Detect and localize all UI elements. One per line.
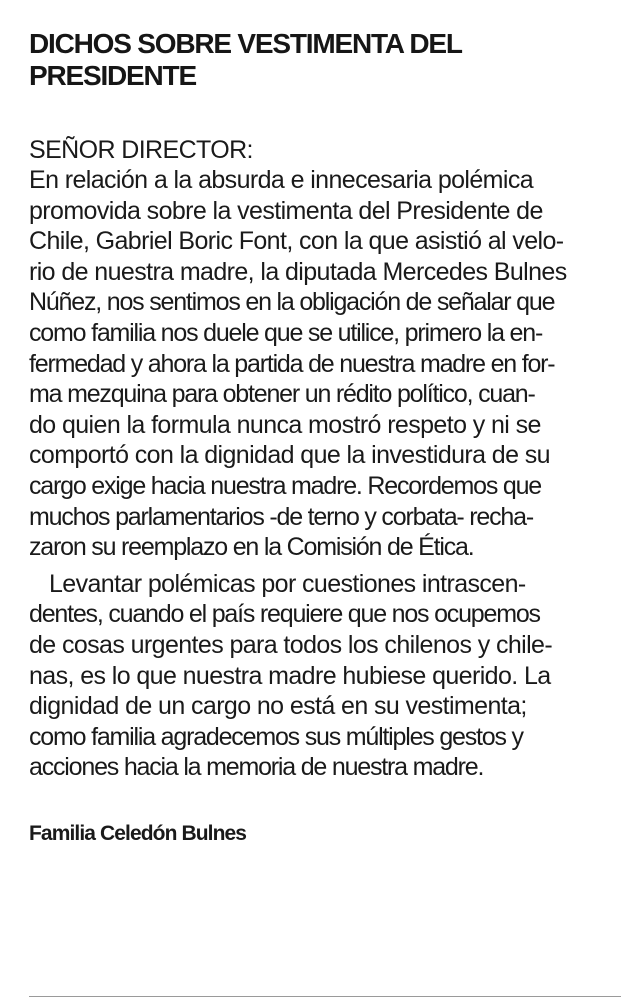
headline — [29, 28, 621, 92]
bottom-divider — [29, 996, 621, 997]
paragraph-line: do quien la formula nunca mostró respeto y ni se — [29, 410, 541, 439]
paragraph-line: promovida sobre la vestimenta del Presidente de — [29, 196, 543, 225]
paragraph-line: Levantar polémicas por cuestiones intrascen- — [49, 569, 526, 598]
salutation: SEÑOR DIRECTOR: — [29, 136, 253, 164]
paragraph-line: Chile, Gabriel Boric Font, con la que asistió al velo- — [29, 227, 564, 256]
paragraph-line: muchos parlamentarios -de terno y corbata- recha- — [29, 502, 533, 531]
paragraph-line: acciones hacia la memoria de nuestra madre. — [29, 753, 484, 782]
paragraph-line: rio de nuestra madre, la diputada Mercedes Bulnes — [29, 257, 567, 286]
paragraph-1 — [29, 165, 621, 563]
paragraph-line: fermedad y ahora la partida de nuestra madre en for- — [29, 349, 555, 378]
paragraph-line: En relación a la absurda e innecesaria polémica — [29, 166, 534, 194]
paragraph-line: zaron su reemplazo en la Comisión de Ética. — [29, 533, 474, 562]
paragraph-line: como familia agradecemos sus múltiples gestos y — [29, 722, 523, 751]
headline-line: PRESIDENTE — [29, 60, 196, 91]
signature: Familia Celedón Bulnes — [29, 821, 247, 845]
paragraph-line: dentes, cuando el país requiere que nos ocupemos — [29, 600, 540, 629]
headline-line: DICHOS SOBRE VESTIMENTA DEL — [29, 28, 462, 59]
letter-article — [29, 28, 621, 847]
paragraph-line: Núñez, nos sentimos en la obligación de señalar que — [29, 288, 555, 317]
paragraph-line: comportó con la dignidad que la investidura de su — [29, 441, 550, 470]
paragraph-line: ma mezquina para obtener un rédito político, cuan- — [29, 380, 535, 409]
paragraph-line: de cosas urgentes para todos los chilenos y chile- — [29, 630, 553, 659]
paragraph-line: dignidad de un cargo no está en su vestimenta; — [29, 692, 527, 721]
paragraph-line: nas, es lo que nuestra madre hubiese querido. La — [29, 661, 551, 690]
paragraph-line: como familia nos duele que se utilice, primero la en- — [29, 318, 543, 347]
paragraph-line: cargo exige hacia nuestra madre. Recordemos que — [29, 471, 541, 500]
paragraph-2 — [29, 569, 621, 783]
